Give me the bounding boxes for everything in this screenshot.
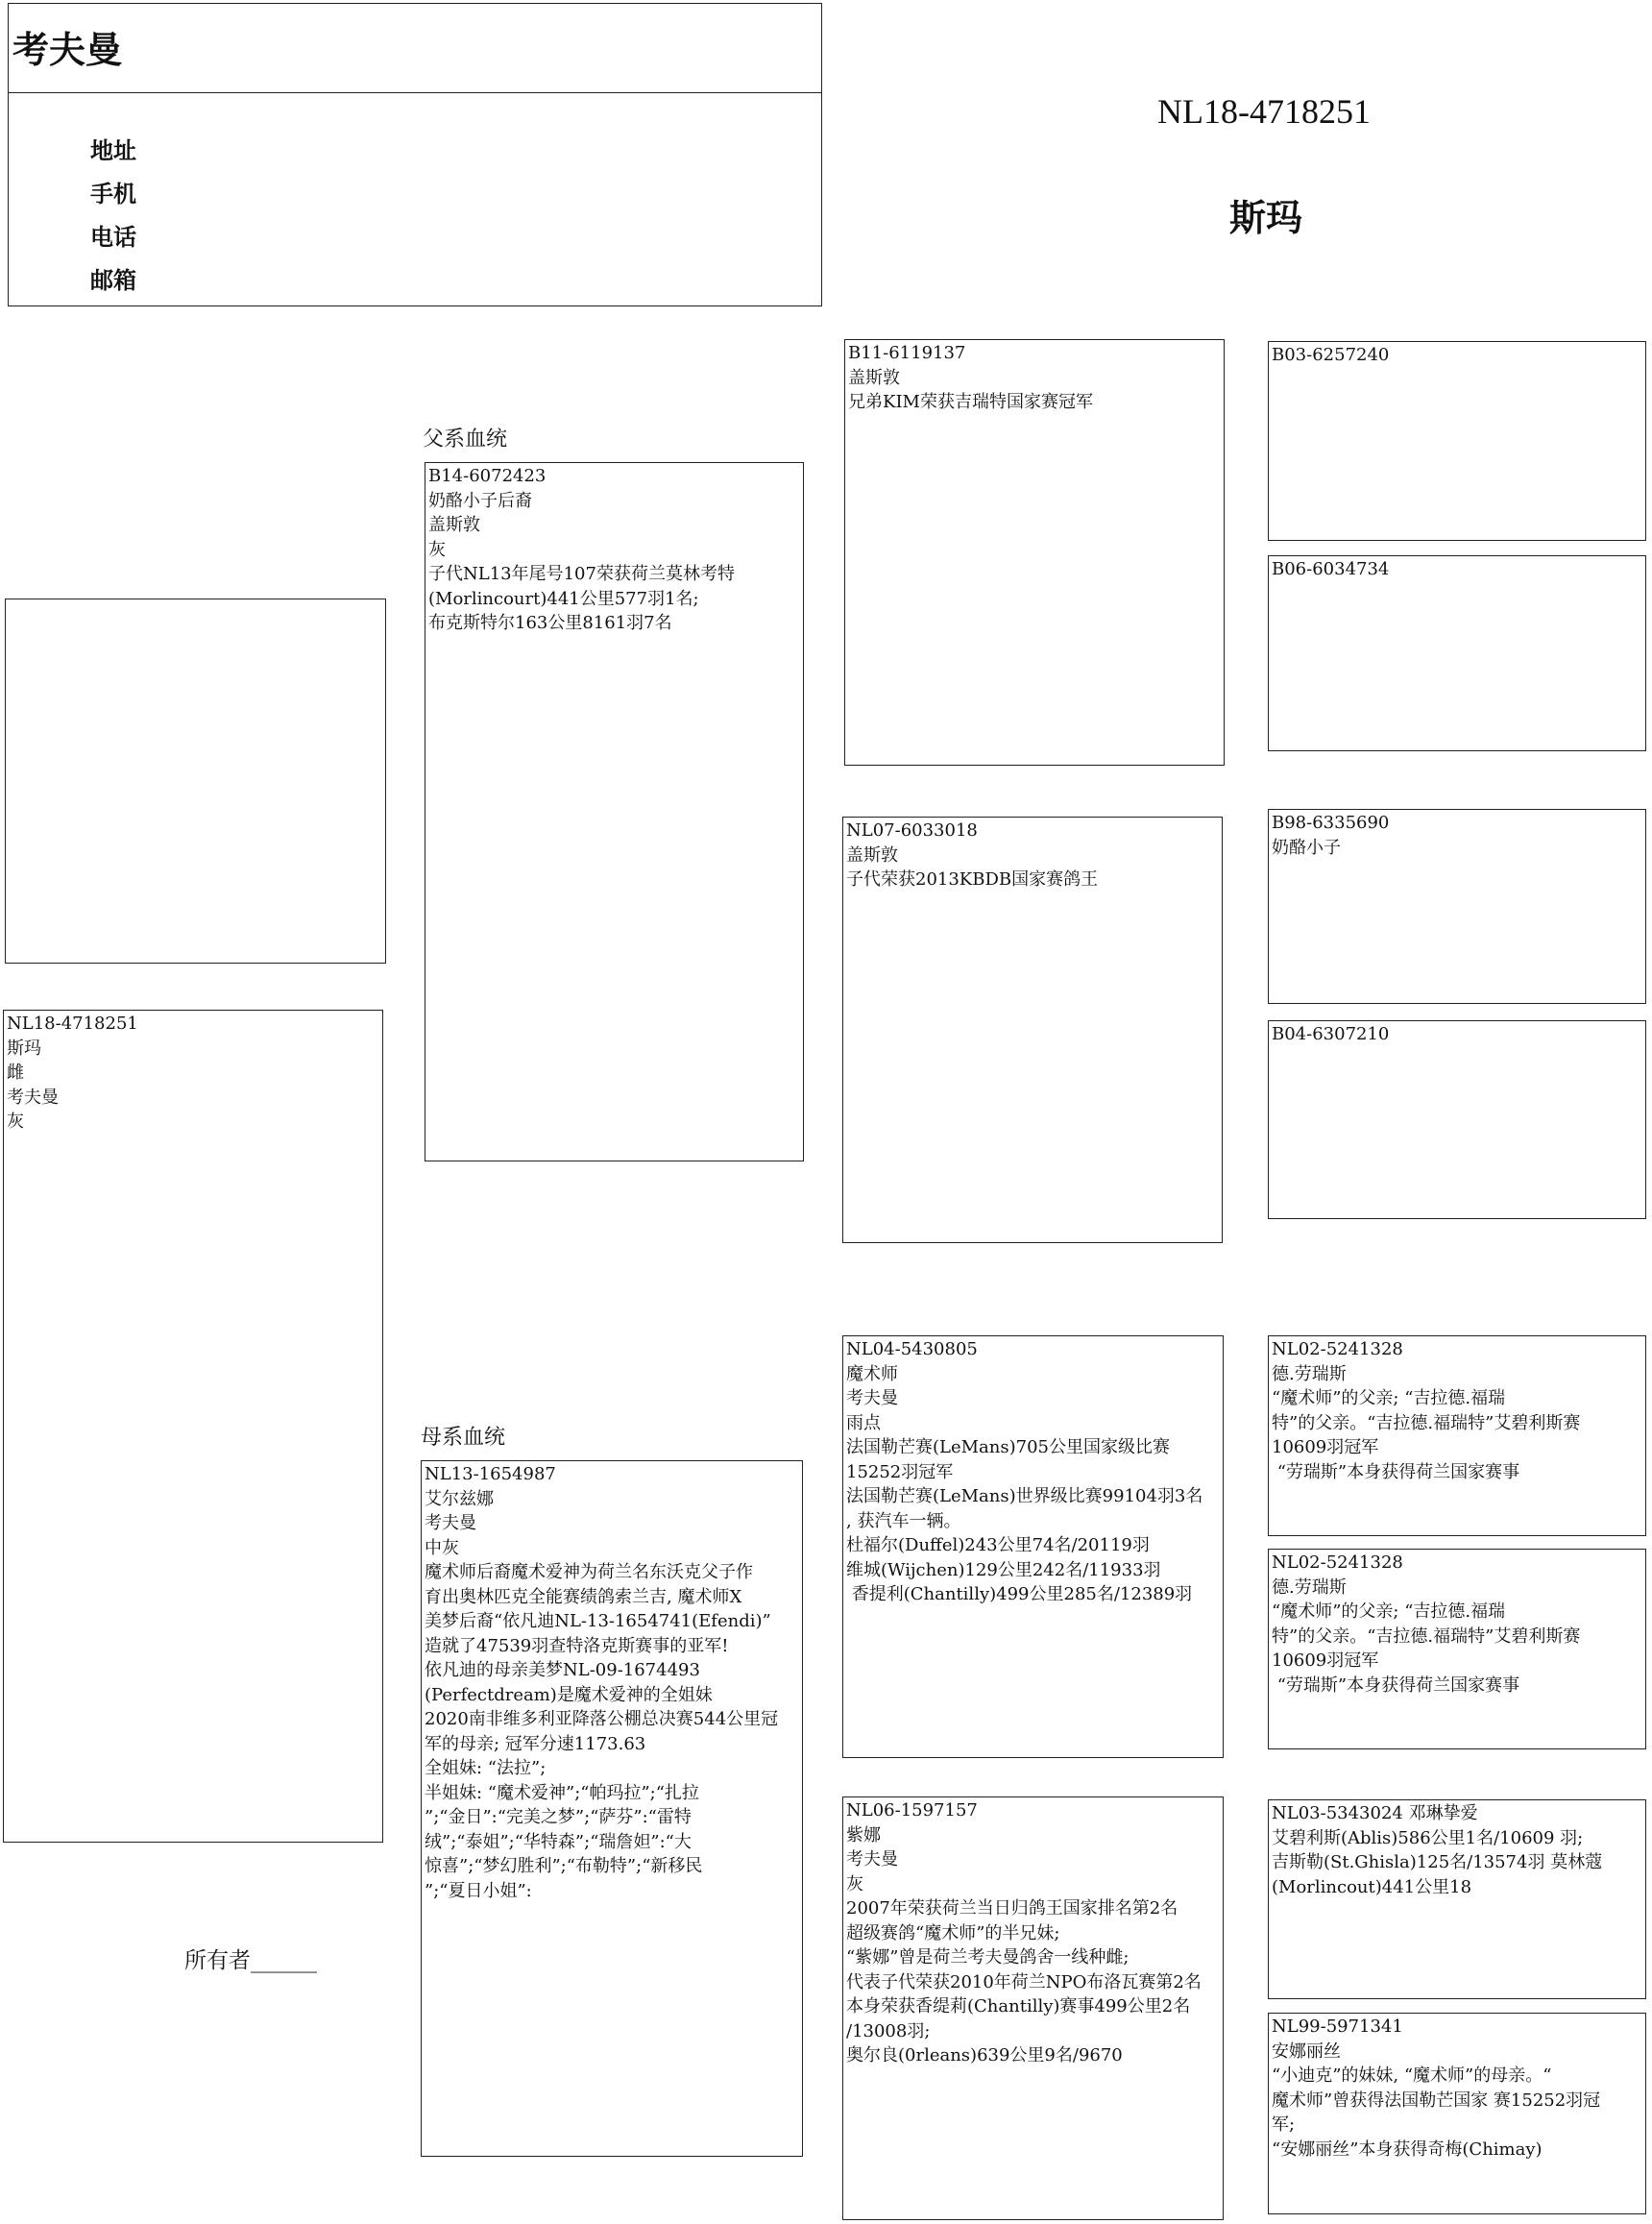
contact-mobile-label: 手机 (90, 181, 136, 208)
card-line: ”;“金日”:“完美之梦”;“萨芬”:“雷特 (425, 1807, 692, 1827)
card-line: NL99-5971341 (1272, 2016, 1403, 2037)
card-line: 魔术师 (846, 1363, 898, 1384)
card-line: 盖斯敦 (428, 515, 480, 535)
sire-dam-card (842, 817, 1223, 1243)
dam-card (421, 1460, 803, 2157)
card-line: 艾碧利斯(Ablis)586公里1名/10609 羽; (1272, 1827, 1584, 1848)
card-line: B98-6335690 (1272, 813, 1390, 833)
contact-phone-label: 电话 (90, 224, 136, 251)
card-line: 中灰 (425, 1537, 459, 1558)
card-line: 吉斯勒(St.Ghisla)125名/13574羽 莫林蔻 (1272, 1852, 1603, 1872)
card-line: ”;“夏日小姐”: (425, 1880, 532, 1901)
card-line: 维城(Wijchen)129公里242名/11933羽 (846, 1559, 1161, 1580)
photo-frame (5, 599, 386, 964)
great-grandparent-card (1268, 1799, 1646, 1999)
card-line: /13008羽; (846, 2020, 931, 2041)
card-line: 特”的父亲。“吉拉德.福瑞特”艾碧利斯赛 (1272, 1625, 1581, 1647)
dam-dam-card (842, 1796, 1224, 2220)
card-line: 灰 (846, 1873, 863, 1894)
breeder-name: 考夫曼 (9, 4, 821, 93)
card-line: 灰 (7, 1112, 24, 1132)
card-line: 依凡迪的母亲美梦NL-09-1674493 (425, 1660, 700, 1680)
card-line: “魔术师”的父亲; “吉拉德.福瑞 (1272, 1388, 1506, 1408)
pigeon-name: 斯玛 (1229, 197, 1303, 239)
card-line: 军; (1272, 2114, 1296, 2135)
card-line: 紫娜 (846, 1824, 881, 1845)
card-line: NL06-1597157 (846, 1800, 978, 1821)
card-line: NL13-1654987 (425, 1464, 556, 1484)
contact-email-label: 邮箱 (90, 267, 136, 294)
card-line: 半姐妹: “魔术爱神”;“帕玛拉”;“扎拉 (425, 1782, 699, 1803)
card-line: “劳瑞斯”本身获得荷兰国家赛事 (1272, 1674, 1520, 1696)
card-line: NL02-5241328 (1272, 1339, 1403, 1359)
card-line: 子代NL13年尾号107荣获荷兰莫林考特 (428, 564, 735, 584)
sire-card (425, 462, 804, 1161)
card-line: 考夫曼 (7, 1087, 59, 1108)
card-line: 雨点 (846, 1412, 881, 1433)
card-line: 2007年荣获荷兰当日归鸽王国家排名第2名 (846, 1898, 1178, 1919)
card-line: NL18-4718251 (7, 1014, 138, 1034)
card-line: B06-6034734 (1272, 559, 1390, 579)
card-line: 育出奥林匹克全能赛绩鸽索兰吉, 魔术师X (425, 1586, 742, 1607)
card-line: 雌 (7, 1063, 24, 1083)
card-line: “劳瑞斯”本身获得荷兰国家赛事 (1272, 1461, 1520, 1482)
card-line: 灰 (428, 539, 446, 560)
card-line: (Morlincourt)441公里577羽1名; (428, 588, 699, 609)
card-line: B03-6257240 (1272, 345, 1390, 365)
card-line: 10609羽冠军 (1272, 1650, 1379, 1671)
great-grandparent-card (1268, 1020, 1646, 1219)
card-line: 盖斯敦 (848, 367, 900, 388)
card-line: 法国勒芒赛(LeMans)世界级比赛99104羽3名 (846, 1486, 1203, 1506)
card-line: 艾尔兹娜 (425, 1488, 494, 1509)
card-line: 魔术师后裔魔术爱神为荷兰名东沃克父子作 (425, 1562, 753, 1582)
owner-signature-line: 所有者______ (184, 1948, 317, 1973)
card-line: 德.劳瑞斯 (1272, 1363, 1347, 1384)
card-line: 奥尔良(0rleans)639公里9名/9670 (846, 2045, 1123, 2065)
card-line: 军的母亲; 冠军分速1173.63 (425, 1733, 646, 1754)
card-line: B04-6307210 (1272, 1024, 1390, 1044)
card-line: 15252羽冠军 (846, 1461, 954, 1482)
card-line: (Morlincout)441公里18 (1272, 1876, 1472, 1897)
card-line: 兄弟KIM荣获吉瑞特国家赛冠军 (848, 392, 1093, 412)
card-line: 安娜丽丝 (1272, 2041, 1341, 2062)
card-line: 美梦后裔“依凡迪NL-13-1654741(Efendi)” (425, 1611, 771, 1631)
card-line: 德.劳瑞斯 (1272, 1576, 1347, 1598)
card-line: 杜福尔(Duffel)243公里74名/20119羽 (846, 1535, 1150, 1555)
card-line: NL02-5241328 (1272, 1552, 1403, 1573)
great-grandparent-card (1268, 2013, 1646, 2214)
breeder-header (8, 3, 822, 306)
great-grandparent-card (1268, 809, 1646, 1004)
card-line: 考夫曼 (846, 1388, 898, 1408)
card-line: 香提利(Chantilly)499公里285名/12389羽 (846, 1584, 1193, 1604)
pigeon-ring-number: NL18-4718251 (1157, 92, 1371, 131)
card-line: (Perfectdream)是魔术爱神的全姐妹 (425, 1684, 713, 1705)
card-line: 奶酪小子后裔 (428, 490, 532, 511)
card-line: 绒”;“泰姐”;“华特森”;“瑞詹妲”:“大 (425, 1831, 692, 1852)
great-grandparent-card (1268, 341, 1646, 541)
card-line: 法国勒芒赛(LeMans)705公里国家级比赛 (846, 1437, 1170, 1457)
subject-card (3, 1010, 383, 1843)
card-line: 布克斯特尔163公里8161羽7名 (428, 613, 672, 633)
contact-address-label: 地址 (90, 137, 136, 164)
card-line: 斯玛 (7, 1038, 41, 1059)
great-grandparent-card (1268, 1549, 1646, 1749)
great-grandparent-card (1268, 1335, 1646, 1536)
card-line: 代表子代荣获2010年荷兰NPO布洛瓦赛第2名 (846, 1971, 1202, 1992)
card-line: 全姐妹: “法拉”; (425, 1758, 547, 1778)
card-line: “小迪克”的妹妹, “魔术师”的母亲。“ (1272, 2065, 1552, 2086)
card-line: “魔术师”的父亲; “吉拉德.福瑞 (1272, 1601, 1506, 1622)
sire-line-label: 父系血统 (423, 428, 508, 452)
card-line: NL07-6033018 (846, 820, 978, 841)
card-line: B14-6072423 (428, 466, 547, 486)
card-line: 考夫曼 (425, 1513, 476, 1533)
card-line: 考夫曼 (846, 1849, 898, 1870)
card-line: 奶酪小子 (1272, 837, 1341, 858)
card-line: B11-6119137 (848, 343, 966, 363)
card-line: 造就了47539羽查特洛克斯赛事的亚军! (425, 1635, 729, 1656)
card-line: “紫娜”曾是荷兰考夫曼鸽舍一线种雌; (846, 1947, 1130, 1967)
card-line: 特”的父亲。“吉拉德.福瑞特”艾碧利斯赛 (1272, 1412, 1581, 1433)
dam-line-label: 母系血统 (421, 1426, 506, 1450)
card-line: , 获汽车一辆。 (846, 1510, 961, 1531)
card-line: 盖斯敦 (846, 844, 898, 866)
card-line: “安娜丽丝”本身获得奇梅(Chimay) (1272, 2138, 1543, 2160)
card-line: 2020南非维多利亚降落公棚总决赛544公里冠 (425, 1709, 779, 1729)
card-line: 魔术师”曾获得法国勒芒国家 赛15252羽冠 (1272, 2090, 1601, 2111)
dam-sire-card (842, 1335, 1224, 1758)
card-line: 本身荣获香缇莉(Chantilly)赛事499公里2名 (846, 1996, 1191, 2016)
card-line: 10609羽冠军 (1272, 1437, 1379, 1457)
card-line: 惊喜”;“梦幻胜利”;“布勒特”;“新移民 (425, 1856, 703, 1876)
card-line: NL03-5343024 邓琳挚爱 (1272, 1803, 1478, 1823)
card-line: NL04-5430805 (846, 1339, 978, 1359)
card-line: 超级赛鸽“魔术师”的半兄妹; (846, 1922, 1060, 1943)
card-line: 子代荣获2013KBDB国家赛鸽王 (846, 869, 1099, 890)
great-grandparent-card (1268, 555, 1646, 751)
sire-sire-card (844, 339, 1225, 766)
